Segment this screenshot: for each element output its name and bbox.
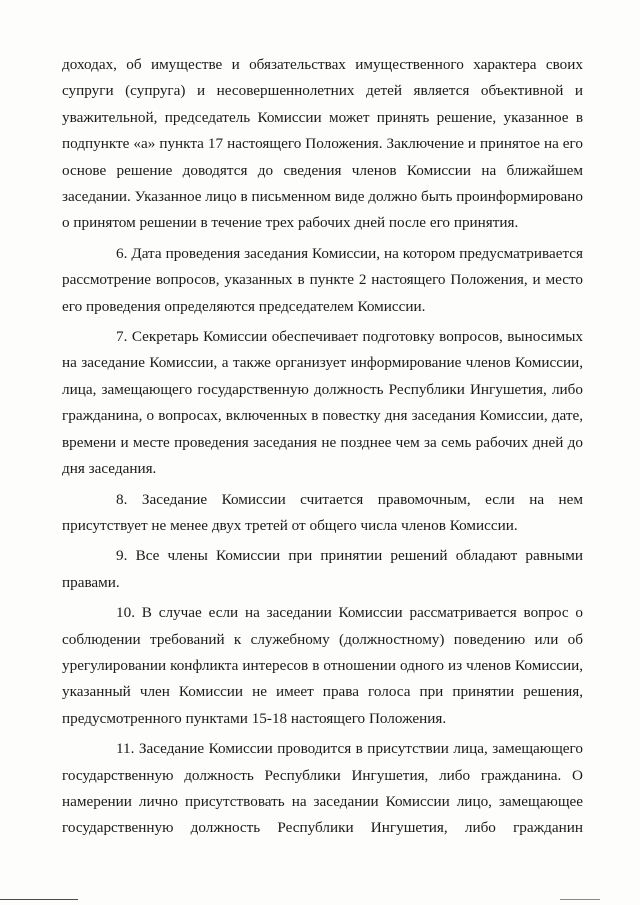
paragraph-8: 8. Заседание Комиссии считается правомочным, если на нем присутствует не менее двух третей от общего числа членов Комиссии.	[62, 490, 583, 534]
document-body	[62, 52, 583, 842]
scan-artifact-line	[560, 899, 600, 900]
paragraph-6: 6. Дата проведения заседания Комиссии, на котором предусматривается рассмотрение вопросов, указанных в пункте 2 настоящего Положения, и место его проведения определяются председателем Комиссии.	[62, 244, 583, 315]
paragraph-10: 10. В случае если на заседании Комиссии рассматривается вопрос о соблюдении требований к служебному (должностному) поведению или об урегулировании конфликта интересов в отношении одного из членов Комиссии, указанный член Комиссии не имеет права голоса при принятии решения, предусмотренного пунктами 15-18 настоящего Положения.	[62, 604, 583, 727]
scan-artifact-line	[0, 899, 78, 900]
paragraph-5-continuation: доходах, об имуществе и обязательствах имущественного характера своих супруги (супруга) и несовершеннолетних детей является объективной и уважительной, председатель Комиссии может принять решение, указанное в подпункте «а» пункта 17 настоящего Положения. Заключение и принятое на его основе решение доводятся до сведения членов Комиссии на ближайшем заседании. Указанное лицо в письменном виде должно быть проинформировано о принятом решении в течение трех рабочих дней после его принятия.	[62, 56, 584, 232]
paragraph-11: 11. Заседание Комиссии проводится в присутствии лица, замещающего государственную должность Республики Ингушетия, либо гражданина. О намерении лично присутствовать на заседании Комиссии лицо, замещающее государственную должность Республики Ингушетия, либо гражданин	[62, 740, 583, 837]
paragraph-7: 7. Секретарь Комиссии обеспечивает подготовку вопросов, выносимых на заседание Комиссии, а также организует информирование членов Комиссии, лица, замещающего государственную должность Республики Ингушетия, либо гражданина, о вопросах, включенных в повестку дня заседания Комиссии, дате, времени и месте проведения заседания не позднее чем за семь рабочих дней до дня заседания.	[62, 328, 583, 478]
paragraph-9: 9. Все члены Комиссии при принятии решений обладают равными правами.	[62, 547, 583, 591]
